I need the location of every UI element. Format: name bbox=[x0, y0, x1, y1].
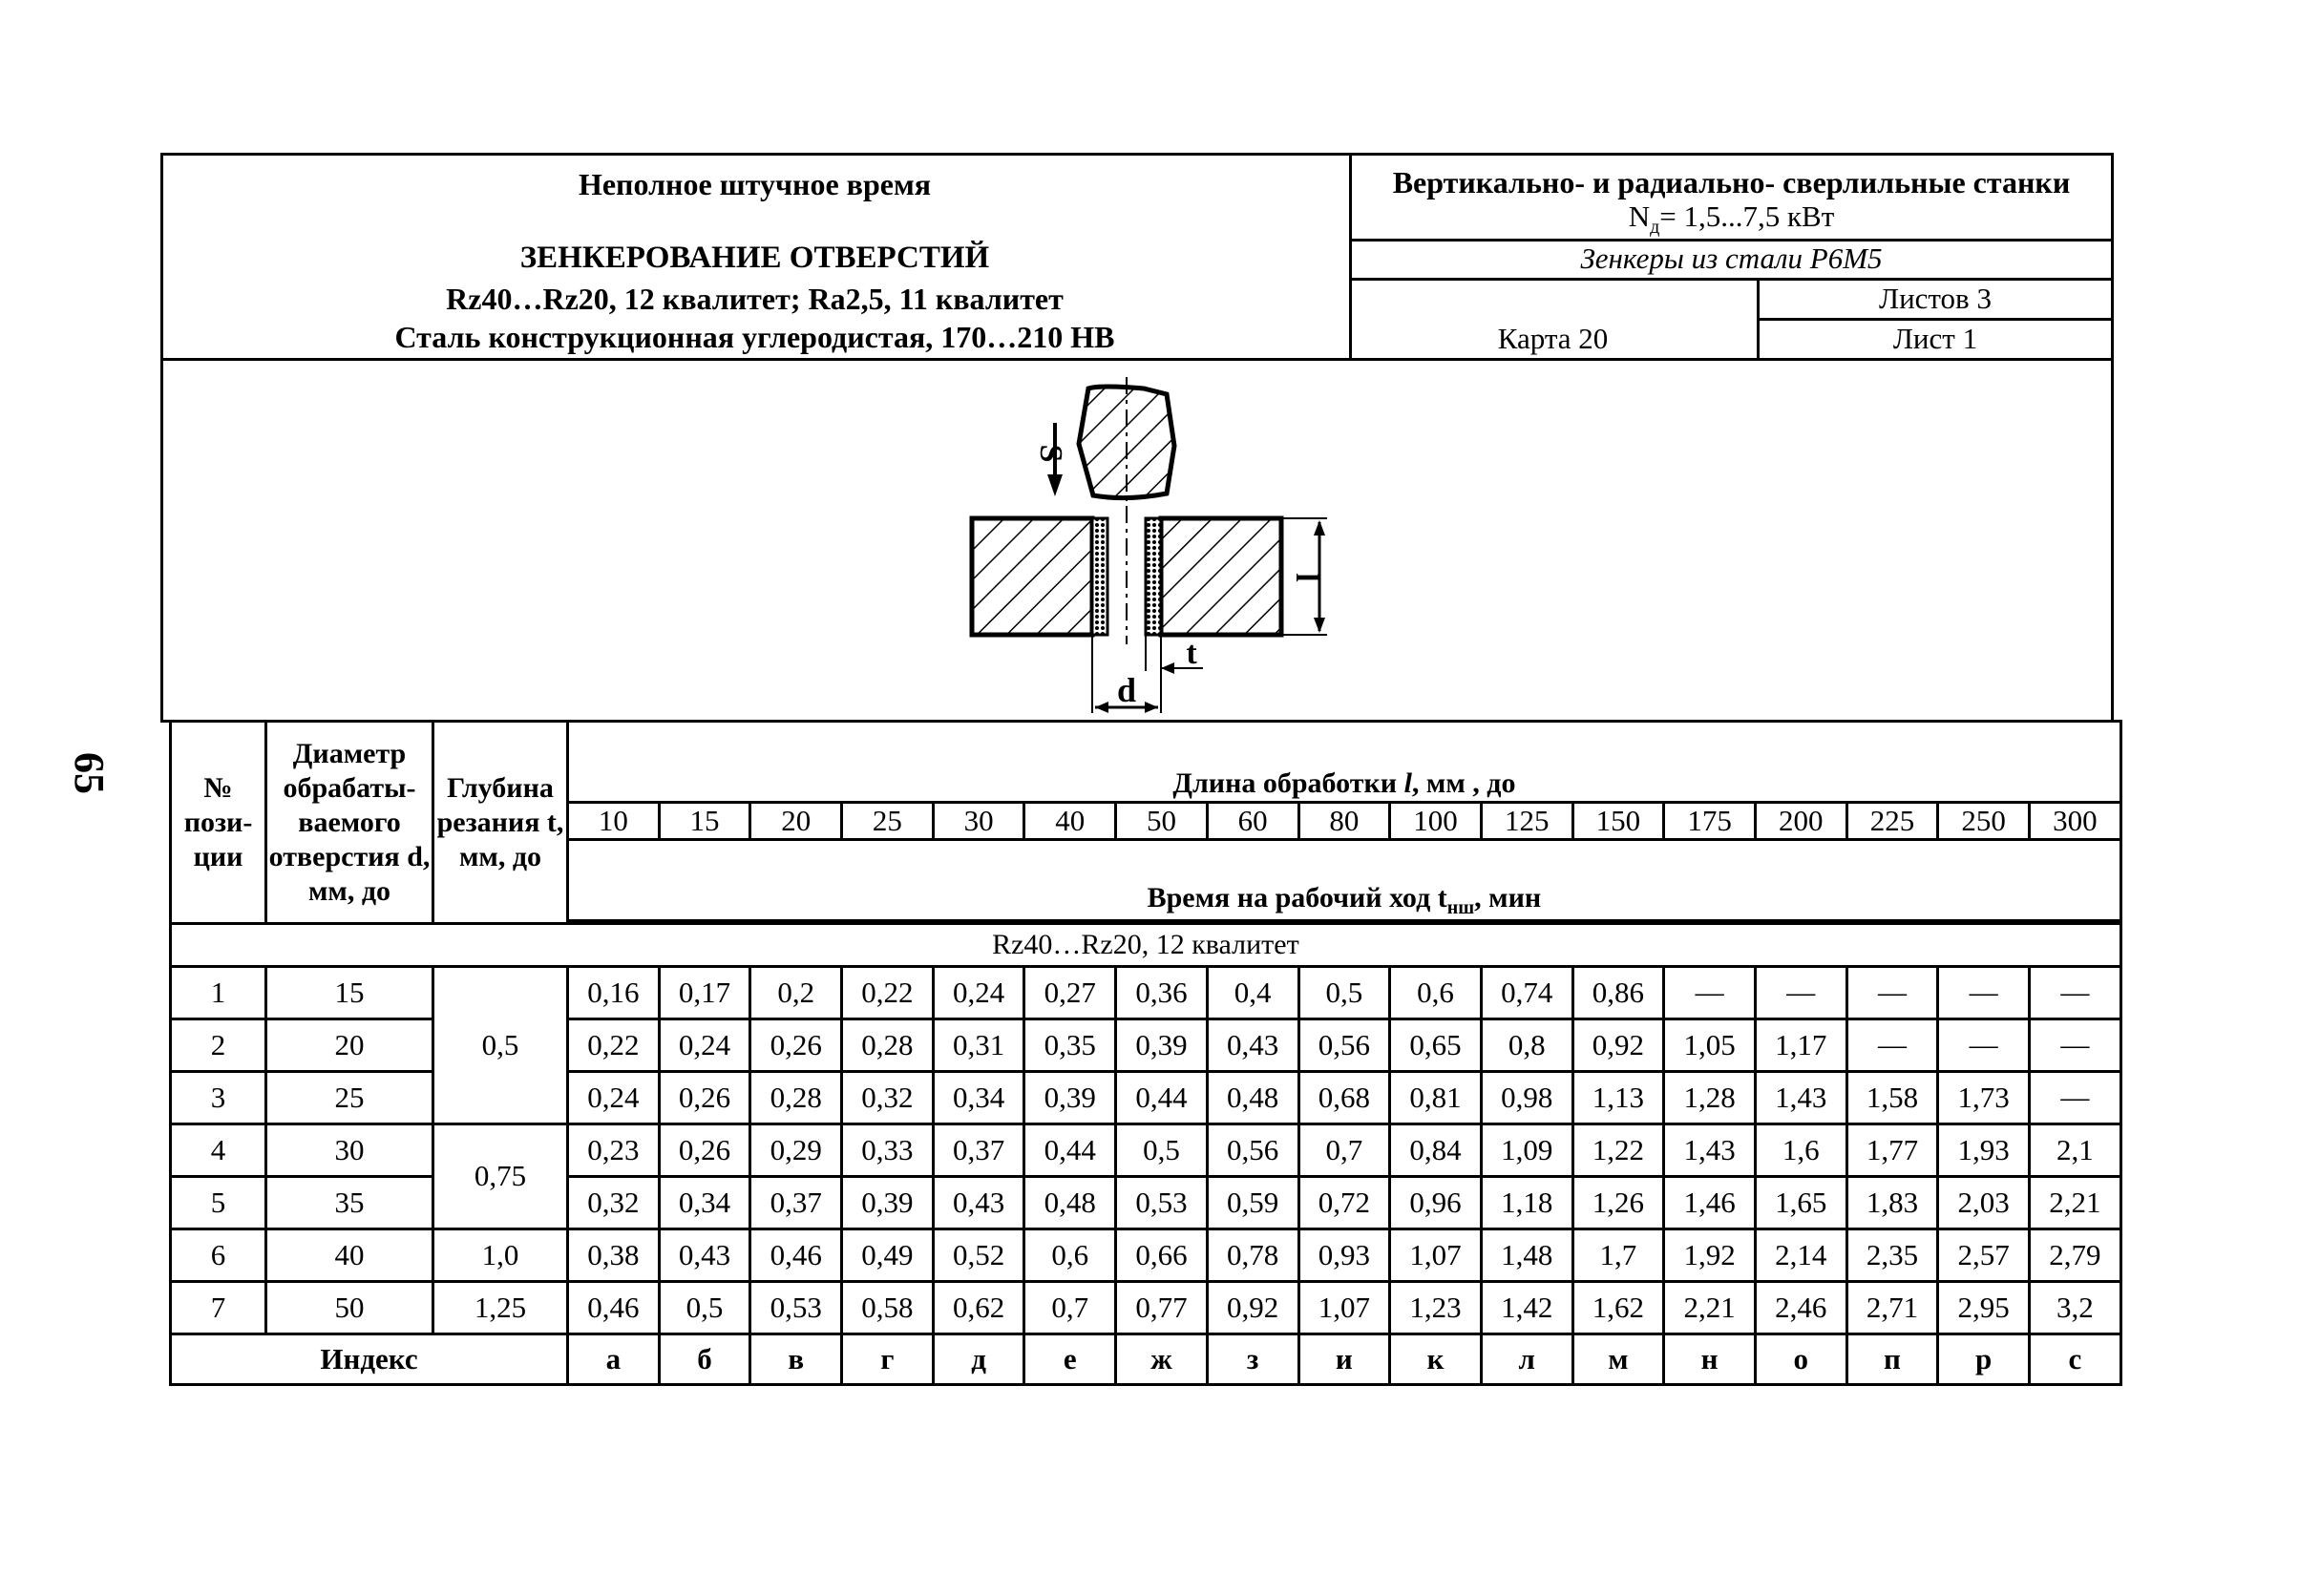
length-header bbox=[568, 722, 2121, 803]
time-value-cell: 1,26 bbox=[1572, 1177, 1664, 1229]
header-title-quality: Rz40…Rz20, 12 квалитет; Ra2,5, 11 квалитет bbox=[446, 282, 1064, 316]
time-value-cell: 0,44 bbox=[1116, 1072, 1208, 1124]
col-header-position: № пози-ции bbox=[171, 722, 266, 924]
time-value-cell: 0,68 bbox=[1298, 1072, 1390, 1124]
index-cell: н bbox=[1664, 1334, 1756, 1385]
time-value-cell: 1,65 bbox=[1755, 1177, 1846, 1229]
time-value-cell: 0,66 bbox=[1116, 1229, 1208, 1282]
table-body bbox=[171, 967, 2121, 1334]
length-col-header: 50 bbox=[1116, 803, 1208, 840]
time-value-cell: 0,6 bbox=[1024, 1229, 1116, 1282]
time-value-cell: 0,92 bbox=[1207, 1282, 1298, 1334]
table-row bbox=[171, 967, 2121, 1019]
sheets-count: Листов 3 bbox=[1879, 282, 1992, 315]
time-value-cell: 2,21 bbox=[2030, 1177, 2121, 1229]
time-value-cell: 1,92 bbox=[1664, 1229, 1756, 1282]
time-value-cell: 0,28 bbox=[750, 1072, 842, 1124]
time-value-cell: 0,84 bbox=[1390, 1124, 1482, 1177]
time-value-cell: 0,22 bbox=[568, 1019, 660, 1072]
time-value-cell: 0,31 bbox=[933, 1019, 1024, 1072]
time-header-unit: , мин bbox=[1474, 882, 1542, 914]
time-value-cell: 1,28 bbox=[1664, 1072, 1756, 1124]
label-feed: S bbox=[1033, 444, 1068, 463]
table-row bbox=[171, 1124, 2121, 1177]
header-title-incomplete-time: Неполное штучное время bbox=[578, 167, 932, 201]
power-symbol: N bbox=[1628, 200, 1651, 233]
power-range bbox=[1349, 200, 2114, 238]
time-value-cell: 0,28 bbox=[842, 1019, 934, 1072]
time-value-cell: 0,53 bbox=[1116, 1177, 1208, 1229]
header-line-2 bbox=[1349, 278, 2114, 281]
time-value-cell: 0,77 bbox=[1116, 1282, 1208, 1334]
time-header bbox=[568, 840, 2121, 921]
time-value-cell: 0,72 bbox=[1298, 1177, 1390, 1229]
countersink-tool bbox=[1079, 377, 1174, 506]
index-cell: и bbox=[1298, 1334, 1390, 1385]
time-value-cell: 2,46 bbox=[1755, 1282, 1846, 1334]
position-cell: 3 bbox=[171, 1072, 266, 1124]
time-value-cell: 1,58 bbox=[1846, 1072, 1938, 1124]
time-value-cell: 0,86 bbox=[1572, 967, 1664, 1019]
depth-cell: 0,5 bbox=[433, 967, 568, 1124]
time-value-cell: 3,2 bbox=[2030, 1282, 2121, 1334]
table-row bbox=[171, 1229, 2121, 1282]
header-title-operation: ЗЕНКЕРОВАНИЕ ОТВЕРСТИЙ bbox=[519, 241, 990, 275]
power-subscript: д bbox=[1650, 217, 1660, 239]
time-value-cell: — bbox=[1846, 1019, 1938, 1072]
length-col-header: 10 bbox=[568, 803, 660, 840]
machining-time-table bbox=[169, 720, 2122, 1386]
length-col-header: 300 bbox=[2030, 803, 2121, 840]
label-length: l bbox=[1289, 573, 1324, 582]
time-value-cell: 2,03 bbox=[1938, 1177, 2030, 1229]
machine-type: Вертикально- и радиально- сверлильные станки bbox=[1392, 165, 2071, 200]
time-value-cell: 0,74 bbox=[1481, 967, 1572, 1019]
time-value-cell: 0,81 bbox=[1390, 1072, 1482, 1124]
time-value-cell: 0,59 bbox=[1207, 1177, 1298, 1229]
length-header-unit: , мм , до bbox=[1411, 767, 1516, 799]
time-value-cell: 0,22 bbox=[842, 967, 934, 1019]
tool-material: Зенкеры из стали Р6М5 bbox=[1580, 242, 1883, 275]
time-value-cell: 0,29 bbox=[750, 1124, 842, 1177]
time-value-cell: 0,6 bbox=[1390, 967, 1482, 1019]
power-value: = 1,5...7,5 кВт bbox=[1659, 200, 1835, 233]
time-value-cell: — bbox=[2030, 1072, 2121, 1124]
section-row-label: Rz40…Rz20, 12 квалитет bbox=[171, 924, 2121, 967]
index-cell: а bbox=[568, 1334, 660, 1385]
time-value-cell: 1,77 bbox=[1846, 1124, 1938, 1177]
time-value-cell: 0,5 bbox=[659, 1282, 750, 1334]
time-value-cell: 0,8 bbox=[1481, 1019, 1572, 1072]
time-value-cell: 0,43 bbox=[659, 1229, 750, 1282]
col-header-diameter: Диаметр обрабаты-ваемого отверстия d, мм, до bbox=[266, 722, 433, 924]
position-cell: 6 bbox=[171, 1229, 266, 1282]
time-value-cell: 0,48 bbox=[1207, 1072, 1298, 1124]
position-cell: 7 bbox=[171, 1282, 266, 1334]
index-label: Индекс bbox=[171, 1334, 568, 1385]
time-value-cell: 0,27 bbox=[1024, 967, 1116, 1019]
time-value-cell: 1,6 bbox=[1755, 1124, 1846, 1177]
index-cell: п bbox=[1846, 1334, 1938, 1385]
time-value-cell: 0,38 bbox=[568, 1229, 660, 1282]
time-value-cell: 1,73 bbox=[1938, 1072, 2030, 1124]
time-value-cell: 1,05 bbox=[1664, 1019, 1756, 1072]
length-col-header: 250 bbox=[1938, 803, 2030, 840]
time-value-cell: 0,2 bbox=[750, 967, 842, 1019]
sheet-number: Лист 1 bbox=[1892, 322, 1978, 355]
time-value-cell: — bbox=[2030, 967, 2121, 1019]
position-cell: 4 bbox=[171, 1124, 266, 1177]
time-value-cell: 1,23 bbox=[1390, 1282, 1482, 1334]
time-value-cell: 0,58 bbox=[842, 1282, 934, 1334]
index-cell: з bbox=[1207, 1334, 1298, 1385]
depth-cell: 1,25 bbox=[433, 1282, 568, 1334]
time-value-cell: 0,24 bbox=[933, 967, 1024, 1019]
time-value-cell: 0,62 bbox=[933, 1282, 1024, 1334]
diameter-cell: 40 bbox=[266, 1229, 433, 1282]
index-cell: о bbox=[1755, 1334, 1846, 1385]
label-depth: t bbox=[1186, 636, 1197, 671]
index-cell: с bbox=[2030, 1334, 2121, 1385]
diameter-cell: 15 bbox=[266, 967, 433, 1019]
time-value-cell: 0,52 bbox=[933, 1229, 1024, 1282]
time-value-cell: 2,95 bbox=[1938, 1282, 2030, 1334]
time-value-cell: 0,44 bbox=[1024, 1124, 1116, 1177]
time-value-cell: 1,93 bbox=[1938, 1124, 2030, 1177]
time-value-cell: 1,46 bbox=[1664, 1177, 1756, 1229]
time-value-cell: 0,5 bbox=[1298, 967, 1390, 1019]
table-row bbox=[171, 1282, 2121, 1334]
time-value-cell: 2,14 bbox=[1755, 1229, 1846, 1282]
time-value-cell: 0,39 bbox=[1116, 1019, 1208, 1072]
length-col-header: 15 bbox=[659, 803, 750, 840]
time-value-cell: 0,34 bbox=[933, 1072, 1024, 1124]
time-value-cell: 0,32 bbox=[568, 1177, 660, 1229]
time-value-cell: 0,17 bbox=[659, 967, 750, 1019]
length-col-header: 25 bbox=[842, 803, 934, 840]
time-value-cell: 0,32 bbox=[842, 1072, 934, 1124]
time-value-cell: 0,56 bbox=[1298, 1019, 1390, 1072]
header-line-3 bbox=[1757, 318, 2114, 321]
time-value-cell: 2,1 bbox=[2030, 1124, 2121, 1177]
time-value-cell: — bbox=[1664, 967, 1756, 1019]
time-value-cell: 0,37 bbox=[933, 1124, 1024, 1177]
time-value-cell: 0,7 bbox=[1298, 1124, 1390, 1177]
time-value-cell: 0,23 bbox=[568, 1124, 660, 1177]
time-value-cell: 0,24 bbox=[659, 1019, 750, 1072]
diameter-cell: 20 bbox=[266, 1019, 433, 1072]
time-value-cell: 1,17 bbox=[1755, 1019, 1846, 1072]
index-cell: ж bbox=[1116, 1334, 1208, 1385]
time-value-cell: 1,42 bbox=[1481, 1282, 1572, 1334]
time-value-cell: 0,43 bbox=[933, 1177, 1024, 1229]
time-value-cell: 1,09 bbox=[1481, 1124, 1572, 1177]
page-number: 65 bbox=[66, 752, 113, 794]
diameter-cell: 25 bbox=[266, 1072, 433, 1124]
card-number: Карта 20 bbox=[1497, 322, 1609, 355]
time-value-cell: 1,43 bbox=[1755, 1072, 1846, 1124]
time-value-cell: 1,83 bbox=[1846, 1177, 1938, 1229]
time-value-cell: 1,48 bbox=[1481, 1229, 1572, 1282]
index-cell: в bbox=[750, 1334, 842, 1385]
time-value-cell: — bbox=[1846, 967, 1938, 1019]
time-value-cell: 0,49 bbox=[842, 1229, 934, 1282]
index-cell: е bbox=[1024, 1334, 1116, 1385]
diameter-cell: 50 bbox=[266, 1282, 433, 1334]
label-diameter: d bbox=[1116, 671, 1137, 709]
time-value-cell: 0,78 bbox=[1207, 1229, 1298, 1282]
time-value-cell: 2,21 bbox=[1664, 1282, 1756, 1334]
diameter-cell: 35 bbox=[266, 1177, 433, 1229]
index-cell: б bbox=[659, 1334, 750, 1385]
index-cell: м bbox=[1572, 1334, 1664, 1385]
time-header-subscript: нш bbox=[1446, 897, 1475, 918]
time-value-cell: 0,48 bbox=[1024, 1177, 1116, 1229]
time-value-cell: 1,22 bbox=[1572, 1124, 1664, 1177]
length-col-header: 150 bbox=[1572, 803, 1664, 840]
time-value-cell: 0,36 bbox=[1116, 967, 1208, 1019]
time-value-cell: 0,39 bbox=[1024, 1072, 1116, 1124]
time-value-cell: 2,79 bbox=[2030, 1229, 2121, 1282]
time-value-cell: 0,43 bbox=[1207, 1019, 1298, 1072]
index-row bbox=[171, 1334, 2121, 1385]
length-col-header: 175 bbox=[1664, 803, 1756, 840]
col-header-depth: Глубина резания t, мм, до bbox=[433, 722, 568, 924]
length-col-header: 40 bbox=[1024, 803, 1116, 840]
length-header-text: Длина обработки bbox=[1172, 767, 1404, 799]
time-value-cell: — bbox=[2030, 1019, 2121, 1072]
time-value-cell: 0,26 bbox=[659, 1124, 750, 1177]
time-value-cell: 1,43 bbox=[1664, 1124, 1756, 1177]
time-value-cell: 0,34 bbox=[659, 1177, 750, 1229]
index-cell: л bbox=[1481, 1334, 1572, 1385]
header-title-material: Сталь конструкционная углеродистая, 170…210 НВ bbox=[394, 320, 1115, 354]
time-value-cell: 0,46 bbox=[750, 1229, 842, 1282]
time-value-cell: 0,56 bbox=[1207, 1124, 1298, 1177]
time-value-cell: 0,93 bbox=[1298, 1229, 1390, 1282]
time-value-cell: 0,4 bbox=[1207, 967, 1298, 1019]
time-value-cell: 0,5 bbox=[1116, 1124, 1208, 1177]
index-cell: к bbox=[1390, 1334, 1482, 1385]
time-value-cell: — bbox=[1938, 1019, 2030, 1072]
time-value-cell: 1,62 bbox=[1572, 1282, 1664, 1334]
workpiece bbox=[972, 506, 1281, 644]
time-value-cell: 0,26 bbox=[659, 1072, 750, 1124]
time-value-cell: 2,57 bbox=[1938, 1229, 2030, 1282]
depth-cell: 1,0 bbox=[433, 1229, 568, 1282]
index-cell: р bbox=[1938, 1334, 2030, 1385]
time-value-cell: 0,65 bbox=[1390, 1019, 1482, 1072]
time-value-cell: 0,16 bbox=[568, 967, 660, 1019]
time-value-cell: 0,33 bbox=[842, 1124, 934, 1177]
length-col-header: 200 bbox=[1755, 803, 1846, 840]
time-value-cell: 1,18 bbox=[1481, 1177, 1572, 1229]
time-value-cell: 1,07 bbox=[1298, 1282, 1390, 1334]
countersinking-diagram bbox=[917, 368, 1356, 721]
length-col-header: 30 bbox=[933, 803, 1024, 840]
time-header-text: Время на рабочий ход t bbox=[1147, 882, 1447, 914]
position-cell: 1 bbox=[171, 967, 266, 1019]
time-value-cell: 1,7 bbox=[1572, 1229, 1664, 1282]
time-value-cell: 0,26 bbox=[750, 1019, 842, 1072]
time-value-cell: 0,53 bbox=[750, 1282, 842, 1334]
time-value-cell: 0,24 bbox=[568, 1072, 660, 1124]
length-header-symbol: l bbox=[1403, 767, 1412, 799]
index-cell: г bbox=[842, 1334, 934, 1385]
time-value-cell: 0,92 bbox=[1572, 1019, 1664, 1072]
length-col-header: 225 bbox=[1846, 803, 1938, 840]
time-value-cell: 0,35 bbox=[1024, 1019, 1116, 1072]
index-cell: д bbox=[933, 1334, 1024, 1385]
time-value-cell: 1,13 bbox=[1572, 1072, 1664, 1124]
length-col-header: 80 bbox=[1298, 803, 1390, 840]
time-value-cell: 1,07 bbox=[1390, 1229, 1482, 1282]
time-value-cell: 2,71 bbox=[1846, 1282, 1938, 1334]
length-col-header: 20 bbox=[750, 803, 842, 840]
time-value-cell: 2,35 bbox=[1846, 1229, 1938, 1282]
time-value-cell: — bbox=[1755, 967, 1846, 1019]
time-value-cell: 0,46 bbox=[568, 1282, 660, 1334]
length-col-header: 125 bbox=[1481, 803, 1572, 840]
time-value-cell: 0,7 bbox=[1024, 1282, 1116, 1334]
time-value-cell: 0,39 bbox=[842, 1177, 934, 1229]
time-value-cell: 0,37 bbox=[750, 1177, 842, 1229]
length-col-header: 100 bbox=[1390, 803, 1482, 840]
time-value-cell: — bbox=[1938, 967, 2030, 1019]
length-col-header: 60 bbox=[1207, 803, 1298, 840]
position-cell: 5 bbox=[171, 1177, 266, 1229]
position-cell: 2 bbox=[171, 1019, 266, 1072]
time-value-cell: 0,98 bbox=[1481, 1072, 1572, 1124]
depth-cell: 0,75 bbox=[433, 1124, 568, 1229]
diameter-cell: 30 bbox=[266, 1124, 433, 1177]
time-value-cell: 0,96 bbox=[1390, 1177, 1482, 1229]
